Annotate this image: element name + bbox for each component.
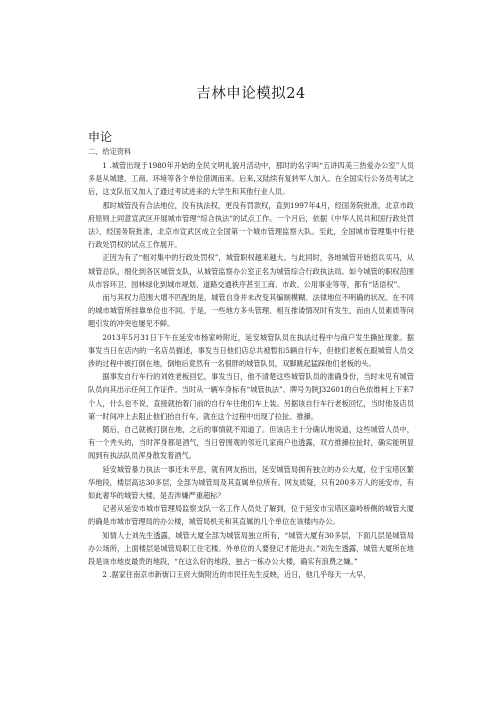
paragraph: 正因为有了“相对集中的行政处罚权”，城管职权越来越大。与此同时，各地城管开始招兵买马，从城管总队，细化到各区城管支队，从城管监察办公室正名为城管综合行政执法局。如今城管的职权范围从市容环卫、园林绿化到城市规划、道路交通秩序甚至工商、市政、公用事业等等，都有“话语权”。 — [88, 253, 414, 289]
paragraph: 记者从延安市城市管理局监察支队一名工作人员处了解到，位于延安市宝塔区嘉岭桥侧的城管大厦的确是市城市管理局的办公楼，城管局机关和其直属的几个单位在该楼内办公。 — [88, 504, 414, 527]
document-body — [88, 159, 414, 582]
materials-subheading: 二、给定资料 — [88, 147, 132, 156]
paragraph: 1 .城管出现于1980年开始的全民文明礼貌月活动中，那时的名字叫“五讲四美三热爱办公室”人员多是从城建、工商、环境等各个单位借调而来。后来,又陆续有复转军人加入、在全国实行公务员考试之后，这支队伍又加入了通过考试进来的大学生和其他行业人员。 — [88, 161, 414, 197]
paragraph: 2013年5月31日下午在延安市杨家岭附近，延安城管队员在执法过程中与商户发生撕扯现象。据事发当日在店内的一名店员描述，事发当日他们店总共被暂扣5辆自行车，但他们老板在跟城管人员交涉的过程中被打倒在地，倒地后竟然有一名很胖的城管队员，双脚跳起猛踩他们老板的头。 — [88, 332, 414, 369]
paragraph: 知情人士刘先生透露，城管大厦全部为城管局独立所有，“城管大厦有30多层，下面几层是城管局办公场所，上面楼层是城管局职工住宅楼。外单位的人要登记才能进去。”刘先生透露，城管大厦所在地段是该市地皮最贵的地段，“在这么好的地段，独占一栋办公大楼，确实有浪费之嫌。” — [88, 530, 414, 567]
paragraph: 那时城管没有合法地位，没有执法权，更没有罚款权，直到1997年4月，经国务院批准，北京市政府原则上同意宣武区开展城市管理“综合执法”的试点工作。一个月后，依据《中华人民共和国行政处罚法》，经国务院批准，北京市宣武区成立全国第一个城市管理监察大队。至此，全国城市管理集中行使行政处罚权的试点工作展开。 — [88, 200, 414, 250]
paragraph: 据事发自行车行的刘姓老板回忆，事发当日，他不清楚这些城管队员的准确身份，当时未见有城管队员向其出示任何工作证件。当时从一辆车身标有“城管执法”、牌号为陕J32601的白色依维柯上下来7个人，什么也不说，直接就抬着门前的自行车往他们车上装。另据该自行车行老板回忆，当时他及店员第一时间冲上去阻止他们抬自行车，就在这个过程中出现了拉扯、推搡。 — [88, 372, 414, 421]
document-title: 吉林申论模拟24 — [196, 86, 306, 102]
paragraph: 2 .据家住南京市新街口王府大街附近的市民任先生反映，近日，他几乎每天一大早， — [102, 570, 371, 580]
paragraph: 延安城管暴力执法一事还未平息，就有网友指出，延安城管局拥有独立的办公大厦，位于宝塔区繁华地段，楼层高达30多层，全部为城管局及其直属单位所有。网友质疑，只有200多万人的延安市，有如此奢华的城管大楼，是否涉嫌严重超标？ — [88, 464, 414, 501]
paragraph: 随后，自己就被打倒在地，之后的事情就不知道了。但该店主十分确认地说道，这些城管人员中，有一个秃头的，当时浑身都是酒气，当日曾围观的邻近几家商户也透露，双方推搡拉扯时，确实能明显闻到有执法队员浑身散发着酒气。 — [88, 425, 414, 461]
paragraph: 而与其权力范围大增不匹配的是，城管自身并未改变其编制模糊、法律地位不明确的状况。在不同的城市城管所挂靠单位也不同。于是，一些地方多头管理、相互推诿情况时有发生，而由人员素质等问题引发的冲突也屡见不鲜。 — [88, 293, 414, 329]
section-heading: 申论 — [88, 130, 113, 144]
